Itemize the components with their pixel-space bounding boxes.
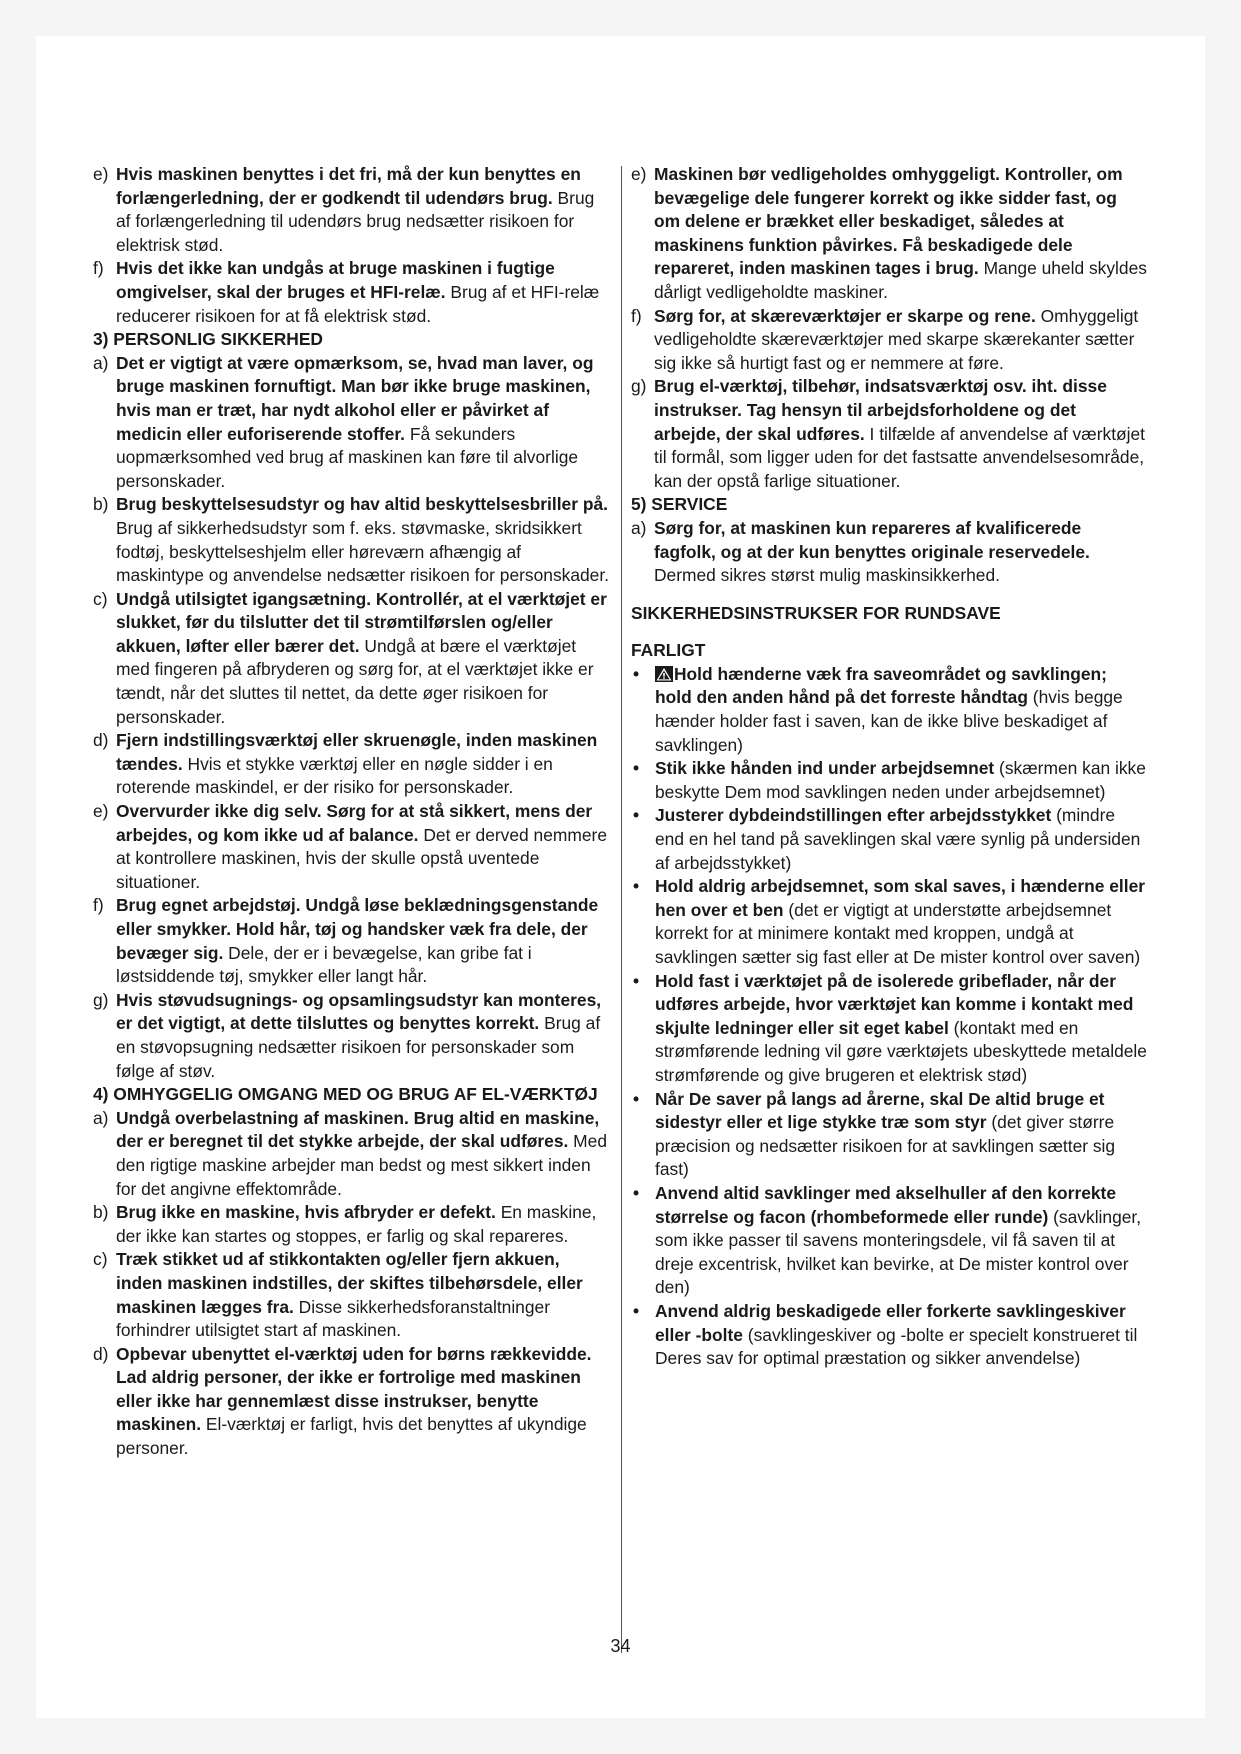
bullet-marker: • <box>633 1088 640 1109</box>
item-marker: f) <box>93 258 104 279</box>
item-bold-text: Undgå utilsigtet igangsætning. Kontrollér, at el værktøjet er slukket, før du tilslutter det til strømtilførslen og/eller akkuen, løfter eller bærer det. <box>116 588 607 656</box>
item-d-remove-tools <box>93 729 609 800</box>
bullet-text: (savklingeskiver og -bolte er specielt konstrueret til Deres sav for optimal præstation og sikker anvendelse) <box>655 1324 1138 1369</box>
bullet-marker: • <box>633 1182 640 1203</box>
item-a-attention <box>93 352 609 494</box>
item-marker: d) <box>93 1343 109 1364</box>
item-c-unintended-start <box>93 588 609 730</box>
item-text: Brug af et HFI-relæ reducerer risikoen for at få elektrisk stød. <box>116 281 600 326</box>
item-a-overload <box>93 1107 609 1201</box>
bullet-marker: • <box>633 663 640 684</box>
bullet-text: (mindre end en hel tand på saveklingen skal være synlig på undersiden af arbejdsstykket) <box>655 805 1141 873</box>
bullet-bold-text: Når De saver på langs ad årerne, skal De altid bruge et sidestyr eller et lige stykke træ som styr <box>655 1088 1105 1133</box>
bullet-marker: • <box>633 876 640 897</box>
right-column <box>631 163 1147 1371</box>
item-text: Mange uheld skyldes dårligt vedligeholdte maskiner. <box>654 258 1147 302</box>
item-a-qualified-repair <box>631 517 1147 588</box>
item-text: Dermed sikres størst mulig maskinsikkerhed. <box>654 565 1000 586</box>
bullet-text: (det er vigtigt at understøtte arbejdsemnet korrekt for at minimere kontakt med kroppen, undgå at savklingen sætter sig fast eller at De mister kontrol over saven) <box>655 899 1141 967</box>
bullet-text: (hvis begge hænder holder fast i saven, kan de ikke blive beskadiget af savklingen) <box>655 687 1123 755</box>
item-bold-text: Brug ikke en maskine, hvis afbryder er defekt. <box>116 1202 496 1223</box>
item-bold-text: Hvis maskinen benyttes i det fri, må der kun benyttes en forlængerledning, der er godkendt til udendørs brug. <box>116 164 581 208</box>
bullet-text: (savklinger, som ikke passer til savens monteringsdele, vil få saven til at dreje excentrisk, hvilket kan bevirke, at De mister kontrol over den) <box>655 1206 1142 1298</box>
item-bold-text: Hvis det ikke kan undgås at bruge maskinen i fugtige omgivelser, skal der bruges et HFI-relæ. <box>116 258 555 302</box>
item-text: Med den rigtige maskine arbejder man bedst og mest sikkert inden for det angivne effektområde. <box>116 1131 607 1199</box>
bullet-bold-text: Anvend aldrig beskadigede eller forkerte savklingeskiver eller -bolte <box>655 1300 1126 1345</box>
item-f-work-clothes <box>93 894 609 988</box>
bullet-text: (kontakt med en strømførende ledning vil gøre værktøjets ubeskyttede metaldele strømførende og give brugeren et elektrisk stød) <box>655 1017 1147 1085</box>
warning-triangle-icon <box>655 666 673 682</box>
bullet-no-hand-under-workpiece <box>631 757 1147 804</box>
item-g-dust-extraction <box>93 989 609 1083</box>
item-d-storage <box>93 1343 609 1461</box>
item-text: Få sekunders uopmærksomhed ved brug af maskinen kan føre til alvorlige personskader. <box>116 423 579 491</box>
item-text: Undgå at bære el værktøjet med fingeren på afbryderen og sørg for, at el værktøjet ikke er tændt, når det sluttes til nettet, da dette øger risikoen for personskader. <box>116 635 594 727</box>
item-text: Omhyggeligt vedligeholdte skæreværktøjer med skarpe skærekanter sætter sig ikke så hurtigt fast og er nemmere at føre. <box>654 305 1139 373</box>
item-text: Dele, der er i bevægelse, kan gribe fat i løstsiddende tøj, smykker eller langt hår. <box>116 942 532 987</box>
item-marker: e) <box>631 164 647 184</box>
item-bold-text: Fjern indstillingsværktøj eller skruenøgle, inden maskinen tændes. <box>116 730 598 774</box>
item-marker: c) <box>93 588 108 609</box>
bullet-marker: • <box>633 758 640 779</box>
item-e-maintenance <box>631 163 1147 305</box>
item-bold-text: Opbevar ubenyttet el-værktøj uden for børns rækkevidde. Lad aldrig personer, der ikke er fortrolige med maskinen eller ikke har gennemlæst disse instrukser, benytte maskinen. <box>116 1343 592 1435</box>
item-bold-text: Brug el-værktøj, tilbehør, indsatsværktøj osv. iht. disse instrukser. Tag hensyn til arbejdsforholdene og det arbejde, der skal udføres. <box>654 376 1107 444</box>
bullet-marker: • <box>633 805 640 826</box>
item-bold-text: Overvurder ikke dig selv. Sørg for at stå sikkert, mens der arbejdes, og kom ikke ud af balance. <box>116 801 593 845</box>
bullet-marker: • <box>633 970 640 991</box>
item-marker: c) <box>93 1249 108 1270</box>
danger-heading: FARLIGT <box>631 640 706 661</box>
item-text: Det er derved nemmere at kontrollere maskinen, hvis der skulle opstå uventede situationer. <box>116 824 607 892</box>
item-bold-text: Hvis støvudsugnings- og opsamlingsudstyr kan monteres, er det vigtigt, at dette tilsluttes og benyttes korrekt. <box>116 989 602 1034</box>
item-bold-text: Brug beskyttelsesudstyr og hav altid beskyttelsesbriller på. <box>116 494 608 515</box>
item-marker: a) <box>93 352 109 373</box>
item-marker: d) <box>93 730 109 751</box>
item-b-defective-switch <box>93 1201 609 1248</box>
item-e-balance <box>93 800 609 894</box>
bullet-never-hold-workpiece <box>631 875 1147 969</box>
item-marker: g) <box>93 989 109 1010</box>
bullet-depth-adjust <box>631 804 1147 875</box>
item-marker: e) <box>93 164 109 184</box>
item-marker: a) <box>93 1107 109 1128</box>
item-g-use-per-instructions <box>631 375 1147 493</box>
bullet-bold-text: Anvend altid savklinger med akselhuller af den korrekte størrelse og facon (rhombeformede eller runde) <box>655 1182 1117 1227</box>
page-number: 34 <box>610 1636 631 1656</box>
bullet-bold-text: Hold aldrig arbejdsemnet, som skal saves, i hænderne eller hen over et ben <box>655 876 1146 920</box>
bullet-insulated-grip <box>631 970 1147 1088</box>
bullet-bold-text: Stik ikke hånden ind under arbejdsemnet <box>655 758 995 779</box>
bullet-text: (skærmen kan ikke beskytte Dem mod savklingen neden under arbejdsemnet) <box>655 758 1146 802</box>
bullet-text: (det giver større præcision og nedsætter risikoen for at savklingen sætter sig fast) <box>655 1112 1116 1180</box>
section-heading-tool-care: 4) OMHYGGELIG OMGANG MED OG BRUG AF EL-VÆRKTØJ <box>93 1084 598 1105</box>
item-b-protective-gear <box>93 493 609 587</box>
item-marker: a) <box>631 517 647 538</box>
item-c-unplug <box>93 1248 609 1342</box>
section-heading-service: 5) SERVICE <box>631 494 728 515</box>
item-f-hfi-relay <box>93 257 609 328</box>
item-bold-text: Brug egnet arbejdstøj. Undgå løse beklædningsgenstande eller smykker. Hold hår, tøj og handsker væk fra dele, der bevæger sig. <box>116 895 599 963</box>
bullet-keep-hands-away <box>631 663 1147 757</box>
bullet-bold-text: Justerer dybdeindstillingen efter arbejdsstykket <box>655 805 1052 826</box>
item-e-outdoor-extension <box>93 163 609 257</box>
bullet-rip-fence <box>631 1088 1147 1182</box>
item-marker: f) <box>631 305 642 326</box>
item-text: Hvis et stykke værktøj eller en nøgle sidder i en roterende maskindel, er der risiko for personskader. <box>116 753 553 798</box>
item-bold-text: Undgå overbelastning af maskinen. Brug altid en maskine, der er beregnet til det stykke arbejde, der skal udføres. <box>116 1107 600 1152</box>
bullet-bold-text: Hold hænderne væk fra saveområdet og savklingen; hold den anden hånd på det forreste håndtag <box>655 663 1107 708</box>
column-divider <box>621 166 622 1653</box>
spacer <box>631 625 1147 639</box>
bullet-marker: • <box>633 1300 640 1321</box>
bullet-correct-arbor <box>631 1182 1147 1300</box>
item-bold-text: Træk stikket ud af stikkontakten og/eller fjern akkuen, inden maskinen indstilles, der skiftes tilbehørsdele, eller maskinen lægges fra. <box>116 1249 583 1317</box>
item-text: Disse sikkerhedsforanstaltninger forhindrer utilsigtet start af maskinen. <box>116 1296 550 1341</box>
section-heading-circular-saw: SIKKERHEDSINSTRUKSER FOR RUNDSAVE <box>631 602 1001 623</box>
spacer <box>631 588 1147 602</box>
item-text: Brug af sikkerhedsudstyr som f. eks. støvmaske, skridsikkert fodtøj, beskyttelseshjelm eller høreværn afhængig af maskintype og anvendelse nedsætter risikoen for personskader. <box>116 517 610 586</box>
item-text: Brug af en støvopsugning nedsætter risikoen for personskader som følge af støv. <box>116 1013 601 1081</box>
bullet-bold-text: Hold fast i værktøjet på de isolerede gribeflader, når der udføres arbejde, hvor værktøjet kan komme i kontakt med skjulte ledninger eller sit eget kabel <box>655 970 1134 1038</box>
item-marker: b) <box>93 1202 109 1223</box>
item-bold-text: Maskinen bør vedligeholdes omhyggeligt. Kontroller, om bevægelige dele fungerer korrekt og ikke sidder fast, og om delene er brækket eller beskadiget, således at maskinens funktion påvirkes. Få beskadigede dele repareret, inden maskinen tages i brug. <box>654 164 1123 279</box>
item-marker: g) <box>631 376 647 397</box>
item-text: Brug af forlængerledning til udendørs brug nedsætter risikoen for elektrisk stød. <box>116 187 595 255</box>
item-bold-text: Sørg for, at skæreværktøjer er skarpe og rene. <box>654 305 1036 326</box>
item-bold-text: Det er vigtigt at være opmærksom, se, hvad man laver, og bruge maskinen fornuftigt. Man bør ikke bruge maskinen, hvis man er træt, har nydt alkohol eller er påvirket af medicin eller euforiserende stoffer. <box>116 352 594 444</box>
item-marker: b) <box>93 494 109 515</box>
left-column <box>93 163 609 1461</box>
item-text: I tilfælde af anvendelse af værktøjet til formål, som ligger uden for det fastsatte anvendelsesområde, kan der opstå farlige situationer. <box>654 423 1146 491</box>
bullet-no-damaged-washers <box>631 1300 1147 1371</box>
item-marker: e) <box>93 801 109 822</box>
item-f-sharp-tools <box>631 305 1147 376</box>
item-text: En maskine, der ikke kan startes og stoppes, er farlig og skal repareres. <box>116 1202 597 1246</box>
section-heading-personal-safety: 3) PERSONLIG SIKKERHED <box>93 329 323 350</box>
item-marker: f) <box>93 895 104 916</box>
item-text: El-værktøj er farligt, hvis det benyttes af ukyndige personer. <box>116 1414 587 1459</box>
item-bold-text: Sørg for, at maskinen kun repareres af kvalificerede fagfolk, og at der kun benyttes originale reservedele. <box>654 517 1090 562</box>
